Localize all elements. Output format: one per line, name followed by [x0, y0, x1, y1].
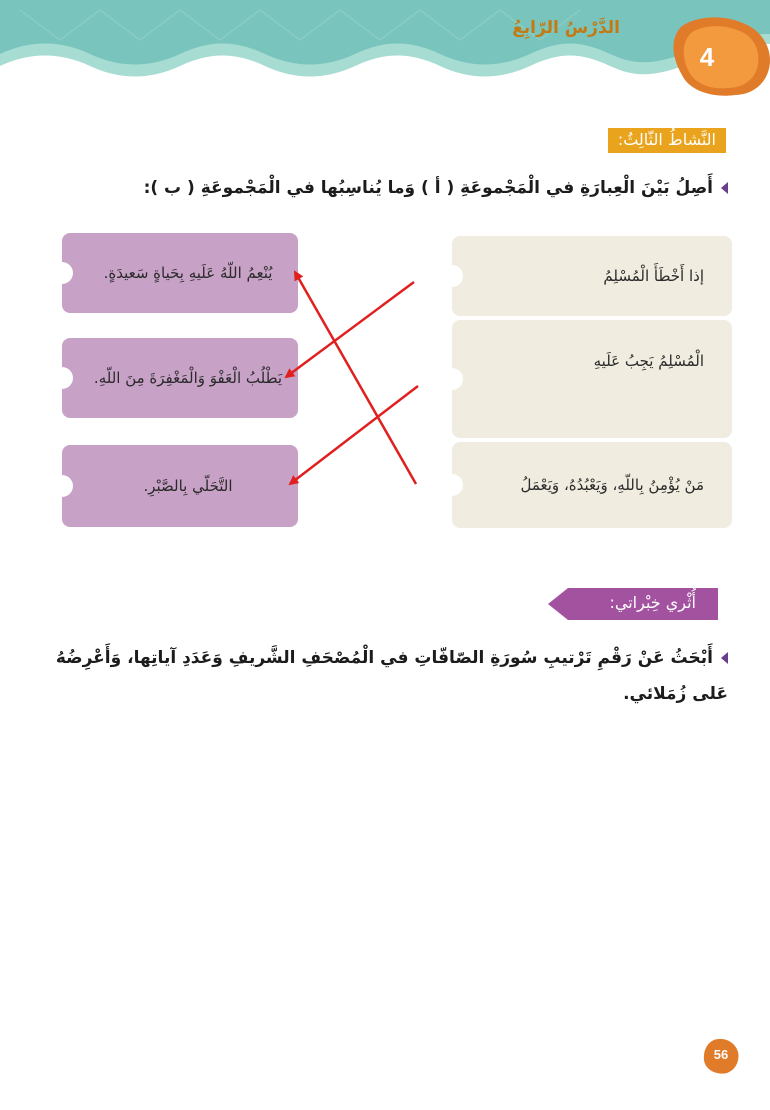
enrich-task — [28, 640, 728, 712]
enrich-label-text: أُثْري خِبْراتي: — [609, 593, 696, 612]
instruction-text: أَصِلُ بَيْنَ الْعِبارَةِ في الْمَجْموعَةِ ( أ ) وَما يُناسِبُها في الْمَجْموعَةِ ( ب ): — [143, 178, 713, 198]
group-a-text: إذا أَخْطَأَ الْمُسْلِمُ — [603, 267, 704, 285]
group-a-card-2[interactable] — [452, 320, 732, 438]
group-b-text: يُنْعِمُ اللّهُ عَلَيهِ بِحَياةٍ سَعيدَةٍ. — [103, 264, 273, 282]
card-notch — [51, 367, 73, 389]
bullet-icon — [721, 182, 728, 194]
arrow-a2-to-b3 — [290, 386, 418, 484]
page-number-text: 56 — [713, 1047, 729, 1062]
card-notch — [51, 262, 73, 284]
card-notch — [441, 368, 463, 390]
bullet-icon — [721, 652, 728, 664]
group-b-card-3[interactable] — [62, 445, 298, 527]
lesson-title: الدَّرْسُ الرّابِعُ — [512, 18, 620, 38]
activity-section-label: النَّشاطُ الثّالِثُ: — [608, 128, 726, 153]
group-a-text: الْمُسْلِمُ يَجِبُ عَلَيهِ — [593, 352, 704, 371]
page-number — [703, 1038, 739, 1074]
enrich-section-label — [548, 588, 718, 620]
card-notch — [51, 475, 73, 497]
task-text: أَبْحَثُ عَنْ رَقْمِ تَرْتيبِ سُورَةِ الصّافّاتِ في الْمُصْحَفِ الشَّريفِ وَعَدَدِ آياتِها، وَأَعْرِضُهُ عَلى زُمَلائي. — [55, 648, 728, 704]
activity-instruction — [38, 174, 728, 202]
group-b-card-2[interactable] — [62, 338, 298, 418]
group-b-text: يَطْلُبُ الْعَفْوَ وَالْمَغْفِرَةَ مِنَ اللّهِ. — [93, 369, 283, 387]
group-b-text: التَّحَلّي بِالصَّبْرِ. — [143, 477, 233, 495]
group-b-card-1[interactable] — [62, 233, 298, 313]
arrow-a3-to-b1 — [295, 272, 416, 484]
page-header — [0, 0, 770, 100]
arrow-a1-to-b2 — [286, 282, 414, 377]
group-a-card-1[interactable] — [452, 236, 732, 316]
group-a-card-3[interactable] — [452, 442, 732, 528]
group-a-text: مَنْ يُؤْمِنُ بِاللّهِ، وَيَعْبُدُهُ، وَيَعْمَلُ — [520, 476, 704, 494]
chapter-number: 4 — [699, 42, 715, 72]
